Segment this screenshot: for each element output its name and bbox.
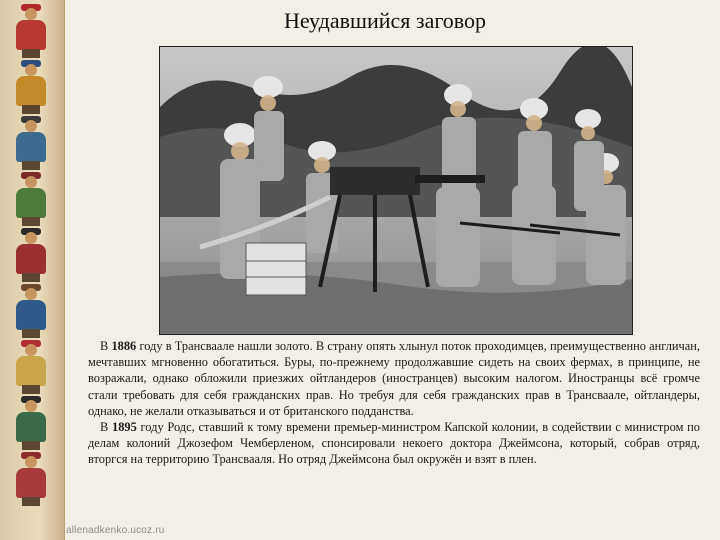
paragraph-lead: В — [100, 339, 109, 353]
decorative-figures-strip — [0, 0, 65, 540]
costume-figure-icon — [8, 64, 54, 114]
costume-figure-icon — [8, 400, 54, 450]
paragraph-lead: В — [100, 420, 109, 435]
watermark: allenadkenko.ucoz.ru — [66, 525, 165, 536]
costume-figure-icon — [8, 232, 54, 282]
costume-figure-icon — [8, 120, 54, 170]
costume-figure-icon — [8, 456, 54, 506]
costume-figure-icon — [8, 176, 54, 226]
costume-figure-icon — [8, 344, 54, 394]
page-title: Неудавшийся заговор — [283, 8, 487, 33]
paragraph — [88, 338, 700, 419]
costume-figure-icon — [8, 288, 54, 338]
year-1895: 1895 — [112, 420, 137, 435]
body-text — [88, 338, 700, 468]
paragraph-text: году Родс, ставший к тому времени премьер-министром Капской колонии, в содействии с министром по делам колоний Джозефом Чемберленом, спонсировали некоего доктора Джеймсона, который, собрав отряд, вторгся на территорию Трансвааля. Но отряд Джеймсона был окружён и взят в плен. — [88, 420, 700, 467]
soldiers-machine-gun-photo-icon — [160, 47, 632, 334]
year-1886: 1886 — [111, 339, 137, 353]
historical-photo — [159, 46, 633, 335]
paragraph — [88, 419, 700, 468]
paragraph-text: году в Трансваале нашли золото. В страну опять хлынул поток проходимцев, преимущественно англичан, мечтавших мгновенно обогатиться. Буры, по-прежнему продолжавшие сидеть на своих фермах, в принципе, не возражали, однако обложили приезжих ойтландеров (иностранцев) высоким налогом. Иностранцы всё громче стали требовать для себя гражданских прав. Но требуя для себя гражданских прав в Трансваале, ойтландеры, однако, не желали отказываться и от британского подданства. — [88, 339, 700, 418]
costume-figure-icon — [8, 8, 54, 58]
